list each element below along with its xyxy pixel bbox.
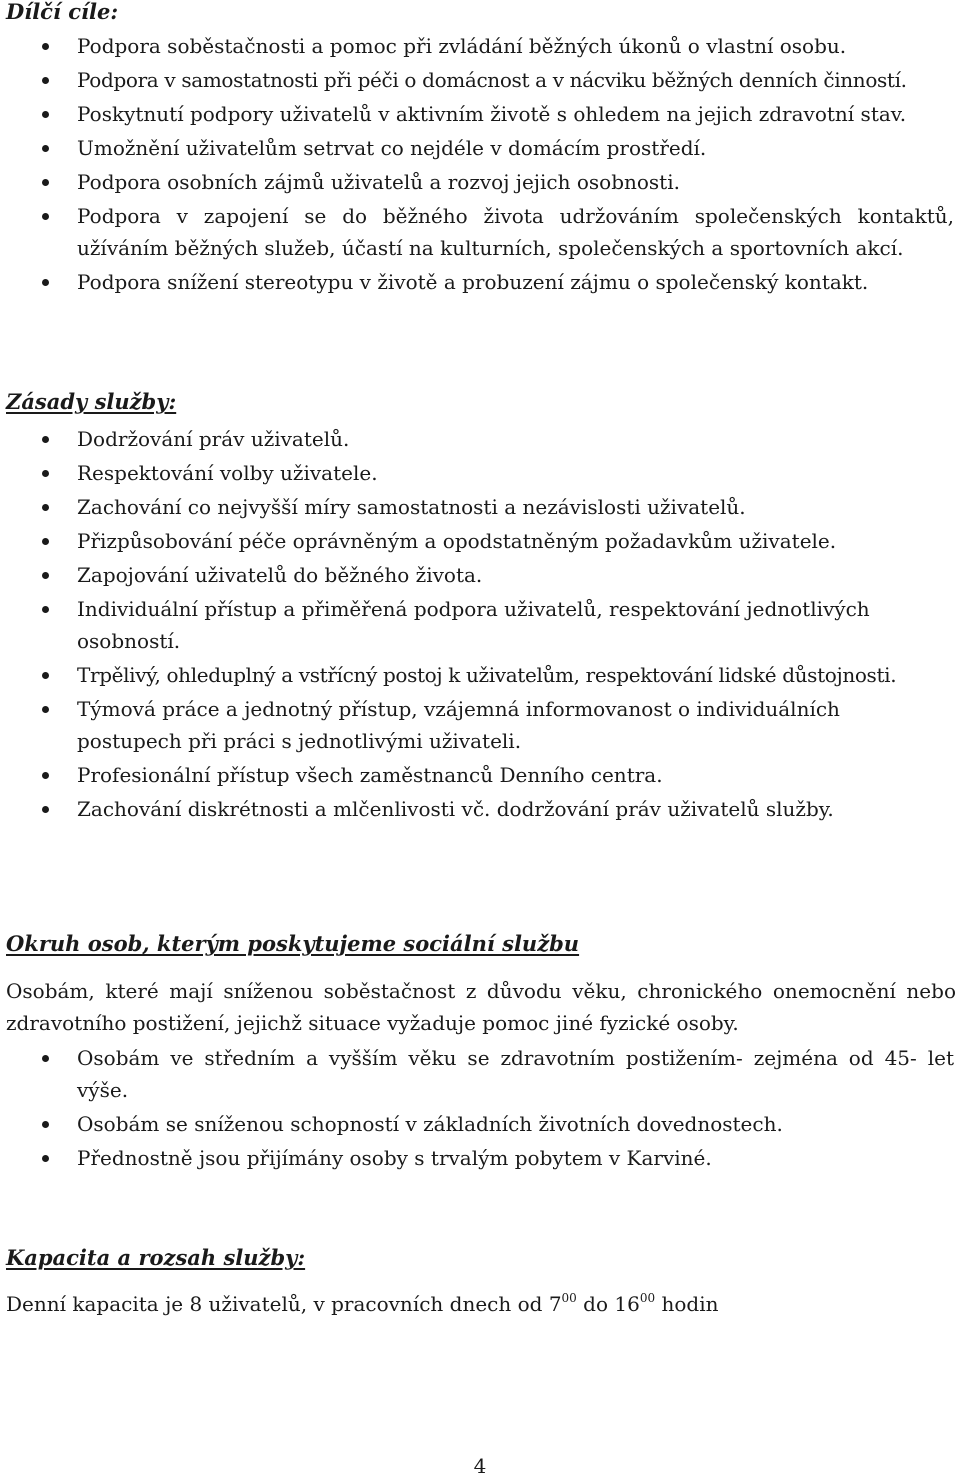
- page-number: 4: [473, 1454, 487, 1478]
- list-item: Týmová práce a jednotný přístup, vzájemná informovanost o individuálních postupech při práci s jednotlivými uživateli.: [0, 692, 960, 758]
- bullet-icon: [42, 706, 49, 713]
- okruh-osob-paragraph: Osobám, které mají sníženou soběstačnost z důvodu věku, chronického onemocnění nebo zdravotního postižení, jejichž situace vyžaduje pomoc jiné fyzické osoby.: [6, 979, 956, 1035]
- bullet-icon: [42, 77, 49, 84]
- bullet-icon: [42, 504, 49, 511]
- bullet-icon: [42, 43, 49, 50]
- bullet-icon: [42, 1155, 49, 1162]
- list-item: Umožnění uživatelům setrvat co nejdéle v domácím prostředí.: [0, 131, 960, 165]
- list-item: Zachování diskrétnosti a mlčenlivosti vč. dodržování práv uživatelů služby.: [0, 792, 960, 826]
- list-item: Podpora osobních zájmů uživatelů a rozvoj jejich osobnosti.: [0, 165, 960, 199]
- bullet-icon: [42, 806, 49, 813]
- bullet-icon: [42, 572, 49, 579]
- list-item: Profesionální přístup všech zaměstnanců Denního centra.: [0, 758, 960, 792]
- list-item: Osobám ve středním a vyšším věku se zdravotním postižením- zejména od 45- let výše.: [0, 1041, 960, 1107]
- bullet-icon: [42, 1055, 49, 1062]
- list-item: Individuální přístup a přiměřená podpora uživatelů, respektování jednotlivých osobností.: [0, 592, 960, 658]
- bullet-icon: [42, 470, 49, 477]
- section-heading-zasady: Zásady služby:: [6, 389, 177, 414]
- list-item: Podpora v samostatnosti při péči o domácnost a v nácviku běžných denních činností.: [0, 63, 960, 97]
- bullet-icon: [42, 145, 49, 152]
- bullet-icon: [42, 213, 49, 220]
- start-time-superscript: 00: [561, 1291, 577, 1305]
- bullet-icon: [42, 111, 49, 118]
- list-dilci-cile: [0, 29, 960, 299]
- section-heading-okruh-osob: Okruh osob, kterým poskytujeme sociální službu: [6, 931, 580, 956]
- bullet-icon: [42, 279, 49, 286]
- bullet-icon: [42, 179, 49, 186]
- list-item: Přednostně jsou přijímány osoby s trvalým pobytem v Karviné.: [0, 1141, 960, 1175]
- bullet-icon: [42, 606, 49, 613]
- section-heading-kapacita: Kapacita a rozsah služby:: [6, 1245, 306, 1270]
- list-item: Podpora snížení stereotypu v životě a probuzení zájmu o společenský kontakt.: [0, 265, 960, 299]
- bullet-icon: [42, 672, 49, 679]
- list-item: Dodržování práv uživatelů.: [0, 422, 960, 456]
- list-item: Osobám se sníženou schopností v základních životních dovednostech.: [0, 1107, 960, 1141]
- bullet-icon: [42, 538, 49, 545]
- list-item: Zapojování uživatelů do běžného života.: [0, 558, 960, 592]
- list-item: Přizpůsobování péče oprávněným a opodstatněným požadavkům uživatele.: [0, 524, 960, 558]
- list-item: Respektování volby uživatele.: [0, 456, 960, 490]
- bullet-icon: [42, 772, 49, 779]
- bullet-icon: [42, 436, 49, 443]
- list-item: Trpělivý, ohleduplný a vstřícný postoj k uživatelům, respektování lidské důstojnosti.: [0, 658, 960, 692]
- end-time-superscript: 00: [639, 1291, 656, 1305]
- section-heading-dilci-cile: Dílčí cíle:: [6, 0, 119, 24]
- kapacita-text: Denní kapacita je 8 uživatelů, v pracovních dnech od $7^{00}$ do $16^{00}$ hodin: [6, 1291, 719, 1316]
- list-okruh-osob: [0, 1041, 960, 1175]
- list-item: Podpora soběstačnosti a pomoc při zvládání běžných úkonů o vlastní osobu.: [0, 29, 960, 63]
- list-item: Poskytnutí podpory uživatelů v aktivním životě s ohledem na jejich zdravotní stav.: [0, 97, 960, 131]
- list-item: Podpora v zapojení se do běžného života udržováním společenských kontaktů, užíváním běžných služeb, účastí na kulturních, společenských a sportovních akcí.: [0, 199, 960, 265]
- list-zasady: [0, 422, 960, 826]
- bullet-icon: [42, 1121, 49, 1128]
- list-item: Zachování co nejvyšší míry samostatnosti a nezávislosti uživatelů.: [0, 490, 960, 524]
